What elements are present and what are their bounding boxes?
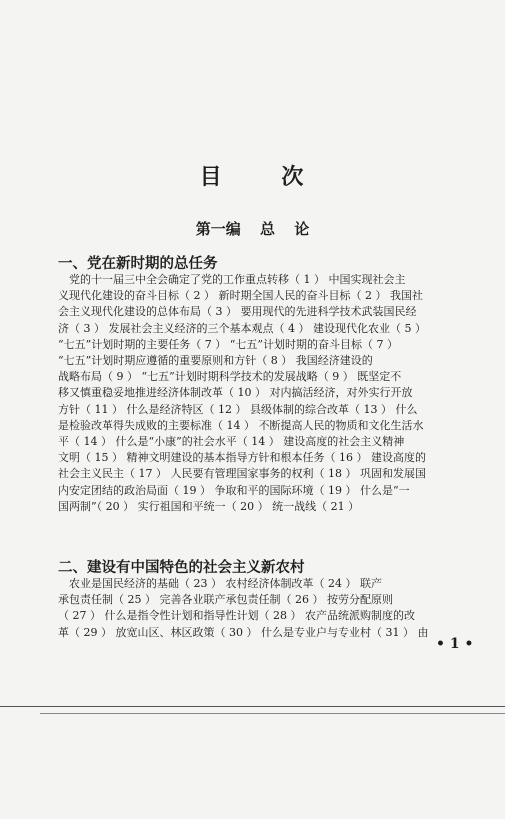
toc-title-char: 次 [281,164,306,190]
entry-line: 战略布局（ 9 ） “七五”计划时期科学技术的发展战略（ 9 ） 既坚定不 [58,370,402,384]
page-number: • 1 • [436,636,474,652]
entry-line: 农业是国民经济的基础（ 23 ） 农村经济体制改革（ 24 ） 联产 [58,577,382,590]
bottom-rule [40,713,505,714]
entry-line: 社会主义民主（ 17 ） 人民要有管理国家事务的权利（ 18 ） 巩固和发展国 [58,467,426,481]
toc-title-char: 目 [199,164,224,190]
entry-line: 方针（ 11 ） 什么是经济特区（ 12 ） 县级体制的综合改革（ 13 ） 什么 [58,402,418,416]
entry-line: 移又慎重稳妥地推进经济体制改革（ 10 ） 对内搞活经济，对外实行开放 [58,386,413,400]
entry-line: 义现代化建设的奋斗目标（ 2 ） 新时期全国人民的奋斗目标（ 2 ） 我国社 [58,289,423,303]
toc-title [0,160,505,191]
entry-line: 平（ 14 ） 什么是“小康”的社会水平（ 14 ） 建设高度的社会主义精神 [58,435,405,449]
entry-line: （ 27 ） 什么是指令性计划和指导性计划（ 28 ） 农产品统派购制度的改 [58,609,415,623]
section-title: 二、建设有中国特色的社会主义新农村 [58,560,305,576]
entry-line: 党的十一届三中全会确定了党的工作重点转移（ 1 ） 中国实现社会主 [58,273,406,286]
entry-line: 会主义现代化建设的总体布局（ 3 ） 要用现代的先进科学技术武装国民经 [58,305,417,319]
part-title-char: 总 [259,220,275,238]
section-entries [58,272,450,515]
entry-line: “七五”计划时期的主要任务（ 7 ） “七五”计划时期的奋斗目标（ 7 ） [58,337,398,351]
entry-line: 承包责任制（ 25 ） 完善各业联产承包责任制（ 26 ） 按劳分配原则 [58,593,393,607]
entry-line: 济（ 3 ） 发展社会主义经济的三个基本观点（ 4 ） 建设现代化农业（ 5 ） [58,321,426,335]
entry-line: 内安定团结的政治局面（ 19 ） 争取和平的国际环境（ 19 ） 什么是“一 [58,483,410,497]
part-title-char: 论 [294,220,310,238]
section-entries [58,576,450,641]
section-title: 一、党在新时期的总任务 [58,256,218,272]
entry-line: 文明（ 15 ） 精神文明建设的基本指导方针和根本任务（ 16 ） 建设高度的 [58,451,426,465]
entry-line: 是检验改革得失成败的主要标准（ 14 ） 不断提高人民的物质和文化生活水 [58,418,424,432]
entry-line: 革（ 29 ） 放宽山区、林区政策（ 30 ） 什么是专业户与专业村（ 31 ） 由 [58,625,429,639]
bottom-rule [0,706,505,707]
entry-line: 国两制”（ 20 ） 实行祖国和平统一（ 20 ） 统一战线（ 21 ） [58,499,360,513]
part-heading [0,218,505,239]
entry-line: “七五”计划时期应遵循的重要原则和方针（ 8 ） 我国经济建设的 [58,354,373,368]
part-label: 第一编 [195,220,241,238]
